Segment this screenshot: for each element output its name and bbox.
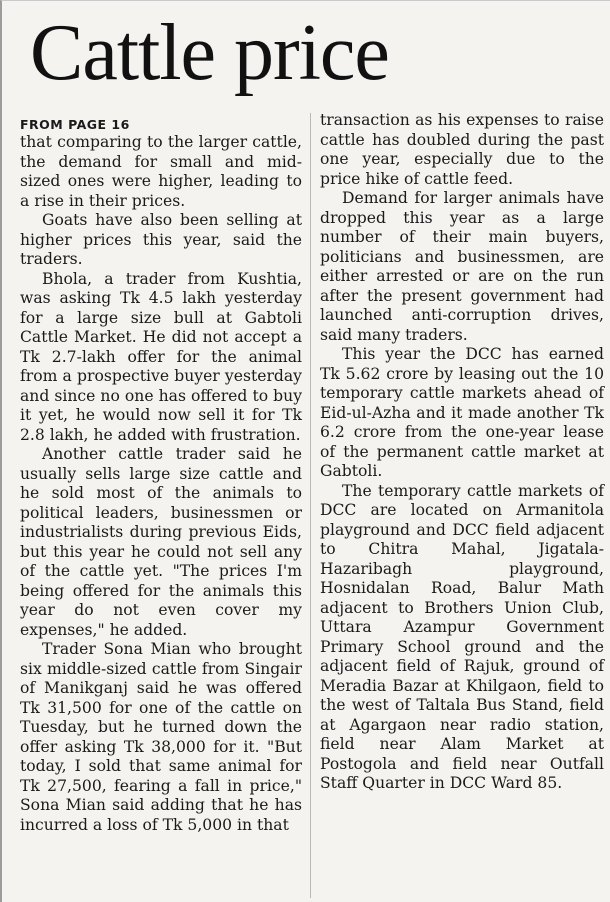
- paragraph: Trader Sona Mian who brought six middle-sized cattle from Singair of Manikganj said he was offered Tk 31,500 for one of the cattle on Tuesday, but he turned down the offer asking Tk 38,000 for it. "But today, I sold that same animal for Tk 27,500, fearing a fall in price," Sona Mian said adding that he has incurred a loss of Tk 5,000 in that: [20, 640, 302, 834]
- paragraph: Another cattle trader said he usually sells large size cattle and he sold most of the animals to political leaders, businessmen or industrialists during previous Eids, but this year he could not sell any of the cattle yet. "The prices I'm being offered for the animals this year do not even cover my expenses," he added.: [20, 445, 302, 639]
- paragraph: Bhola, a trader from Kushtia, was asking Tk 4.5 lakh yesterday for a large size bull at Gabtoli Cattle Market. He did not accept a Tk 2.7-lakh offer for the animal from a prospective buyer yesterday and since no one has offered to buy it yet, he would now sell it for Tk 2.8 lakh, he added with frustration.: [20, 269, 302, 444]
- left-column: [20, 111, 302, 835]
- paragraph: that comparing to the larger cattle, the demand for small and mid-sized ones were higher, leading to a rise in their prices.: [20, 133, 302, 210]
- jump-label: FROM PAGE 16: [20, 117, 130, 132]
- paragraph: Goats have also been selling at higher prices this year, said the traders.: [20, 211, 302, 268]
- headline: Cattle price: [30, 9, 389, 97]
- paragraph: This year the DCC has earned Tk 5.62 crore by leasing out the 10 temporary cattle markets ahead of Eid-ul-Azha and it made another Tk 6.2 crore from the one-year lease of the permanent cattle market at Gabtoli.: [320, 345, 604, 480]
- right-column: [320, 111, 604, 794]
- paragraph: transaction as his expenses to raise cattle has doubled during the past one year, especially due to the price hike of cattle feed.: [320, 111, 604, 188]
- column-divider: [310, 113, 311, 898]
- paragraph: The temporary cattle markets of DCC are located on Armanitola playground and DCC field adjacent to Chitra Mahal, Jigatala-Hazaribagh playground, Hosnidalan Road, Balur Math adjacent to Brothers Union Club, Uttara Azampur Government Primary School ground and the adjacent field of Rajuk, ground of Meradia Bazar at Khilgaon, field to the west of Taltala Bus Stand, field at Agargaon near radio station, field near Alam Market at Postogola and field near Outfall Staff Quarter in DCC Ward 85.: [320, 481, 604, 792]
- paragraph: Demand for larger animals have dropped this year as a large number of their main buyers, politicians and businessmen, are either arrested or are on the run after the present government had launched anti-corruption drives, said many traders.: [320, 189, 604, 344]
